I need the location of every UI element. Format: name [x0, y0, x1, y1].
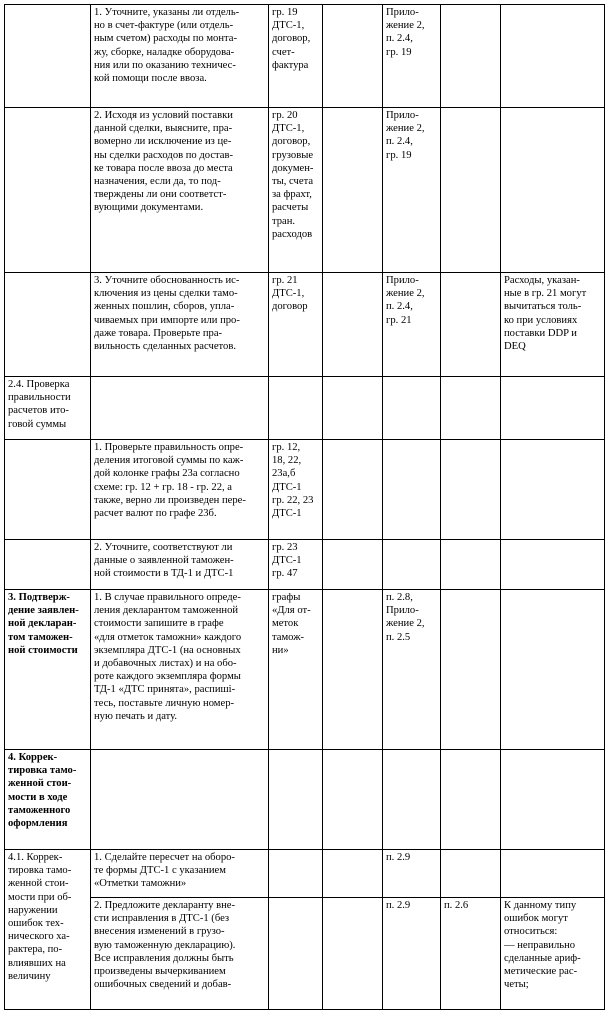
reference2-cell: п. 2.6	[441, 898, 501, 1010]
reference-cell: Прило- жение 2, п. 2.4, гр. 19	[383, 108, 441, 273]
action-cell: 1. Проверьте правильность опре- деления итоговой суммы по каж- дой колонке графы 23а согласно схеме: гр. 12 + гр. 18 - гр. 22, а также, верно ли произведен пере- расчет валют по графе 23б.	[91, 440, 269, 540]
action-cell: 2. Предложите декларанту вне- сти исправления в ДТС-1 (без внесения изменений в грузо- вую таможенную декларацию). Все исправления должны быть произведены вычеркиванием ошибочных сведений и добав-	[91, 898, 269, 1010]
action-cell: 3. Уточните обоснованность ис- ключения из цены сделки тамо- женных пошлин, сборов, упла- чиваемых при импорте или про- даже товара. Проверьте пра- вильность сделанных расчетов.	[91, 273, 269, 377]
reference2-cell	[441, 108, 501, 273]
source-cell: гр. 20 ДТС-1, договор, грузовые докумен- ты, счета за фрахт, расчеты тран. расходов	[269, 108, 323, 273]
stage-cell	[5, 440, 91, 540]
action-cell: 1. В случае правильного опреде- ления декларантом таможенной стоимости запишите в графе «для отметок таможни» каждого экземпляра ДТС-1 (на основных и добавочных листах) и на обо- роте каждого экземпляра формы ТД-1 «ДТС принята», распишi- тесь, поставьте личную номер- ную печать и дату.	[91, 590, 269, 750]
reference-cell	[383, 440, 441, 540]
reference2-cell	[441, 273, 501, 377]
empty-cell	[323, 590, 383, 750]
reference-cell: Прило- жение 2, п. 2.4, гр. 19	[383, 5, 441, 108]
empty-cell	[323, 377, 383, 440]
note-cell	[501, 5, 605, 108]
table-row	[5, 273, 605, 377]
note-cell	[501, 377, 605, 440]
reference-cell	[383, 750, 441, 850]
stage-cell	[5, 108, 91, 273]
reference2-cell	[441, 590, 501, 750]
empty-cell	[323, 850, 383, 898]
action-cell	[91, 750, 269, 850]
stage-cell	[5, 5, 91, 108]
table-row	[5, 898, 605, 1010]
empty-cell	[323, 440, 383, 540]
reference-cell: п. 2.8, Прило- жение 2, п. 2.5	[383, 590, 441, 750]
table-row	[5, 750, 605, 850]
source-cell	[269, 377, 323, 440]
empty-cell	[323, 750, 383, 850]
note-cell	[501, 540, 605, 590]
stage-cell	[5, 273, 91, 377]
source-cell: графы «Для от- меток тамож- ни»	[269, 590, 323, 750]
empty-cell	[323, 540, 383, 590]
table-row	[5, 850, 605, 898]
note-cell	[501, 108, 605, 273]
table-row	[5, 108, 605, 273]
stage-cell	[5, 540, 91, 590]
reference-cell: п. 2.9	[383, 850, 441, 898]
reference-cell	[383, 540, 441, 590]
reference2-cell	[441, 5, 501, 108]
action-cell	[91, 377, 269, 440]
source-cell	[269, 750, 323, 850]
note-cell	[501, 440, 605, 540]
empty-cell	[323, 898, 383, 1010]
stage-cell: 4.1. Коррек- тировка тамо- женной стои- мости при об- наружении ошибок тех- нического ха- рактера, по- влиявших на величину	[5, 850, 91, 1010]
action-cell: 1. Уточните, указаны ли отдель- но в счет-фактуре (или отдель- ным счетом) расходы по монта- жу, сборке, наладке оборудова- ния или по оказанию техничес- кой помощи после ввоза.	[91, 5, 269, 108]
stage-cell: 3. Подтверж- дение заявлен- ной декларан- том таможен- ной стоимости	[5, 590, 91, 750]
reference-cell: Прило- жение 2, п. 2.4, гр. 21	[383, 273, 441, 377]
note-cell	[501, 590, 605, 750]
table-row	[5, 540, 605, 590]
reference2-cell	[441, 850, 501, 898]
empty-cell	[323, 108, 383, 273]
source-cell: гр. 21 ДТС-1, договор	[269, 273, 323, 377]
table-row	[5, 590, 605, 750]
note-cell: Расходы, указан- ные в гр. 21 могут вычитаться толь- ко при условиях поставки DDP и DEQ	[501, 273, 605, 377]
note-cell: К данному типу ошибок могут относиться: — неправильно сделанные ариф- метические рас- четы;	[501, 898, 605, 1010]
source-cell	[269, 850, 323, 898]
reference-cell	[383, 377, 441, 440]
reference-cell: п. 2.9	[383, 898, 441, 1010]
action-cell: 2. Уточните, соответствуют ли данные о заявленной таможен- ной стоимости в ТД-1 и ДТС-1	[91, 540, 269, 590]
source-cell: гр. 12, 18, 22, 23а,б ДТС-1 гр. 22, 23 ДТС-1	[269, 440, 323, 540]
stage-cell: 4. Коррек- тировка тамо- женной стои- мости в ходе таможенного оформления	[5, 750, 91, 850]
source-cell	[269, 898, 323, 1010]
stage-cell: 2.4. Проверка правильности расчетов ито- говой суммы	[5, 377, 91, 440]
source-cell: гр. 19 ДТС-1, договор, счет- фактура	[269, 5, 323, 108]
reference2-cell	[441, 440, 501, 540]
table-row	[5, 5, 605, 108]
customs-procedure-table	[4, 4, 605, 1010]
note-cell	[501, 850, 605, 898]
reference2-cell	[441, 377, 501, 440]
action-cell: 1. Сделайте пересчет на оборо- те формы ДТС-1 с указанием «Отметки таможни»	[91, 850, 269, 898]
table-row	[5, 377, 605, 440]
reference2-cell	[441, 540, 501, 590]
reference2-cell	[441, 750, 501, 850]
empty-cell	[323, 5, 383, 108]
note-cell	[501, 750, 605, 850]
action-cell: 2. Исходя из условий поставки данной сделки, выясните, пра- вомерно ли исключение из це- ны сделки расходов по достав- ке товара после ввоза до места назначения, если да, то под- тверждены ли они соответст- вующими документами.	[91, 108, 269, 273]
table-row	[5, 440, 605, 540]
source-cell: гр. 23 ДТС-1 гр. 47	[269, 540, 323, 590]
empty-cell	[323, 273, 383, 377]
